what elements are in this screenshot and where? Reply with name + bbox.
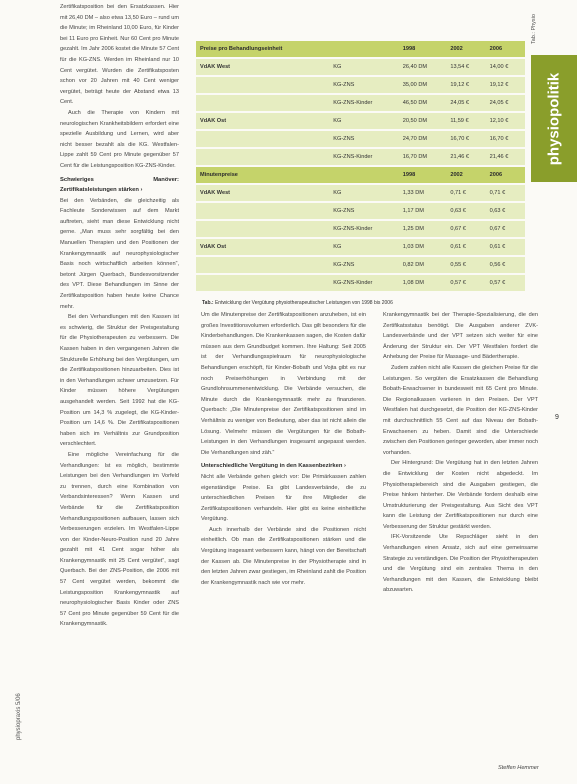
- price-cell: 0,56 €: [486, 257, 525, 273]
- region-cell: [196, 257, 329, 273]
- position-cell: KG: [329, 239, 399, 255]
- price-cell: 20,50 DM: [399, 113, 447, 129]
- position-cell: KG: [329, 59, 399, 75]
- caption-text: Entwicklung der Vergütung physiotherapeutischer Leistungen von 1998 bis 2006: [214, 300, 393, 306]
- price-cell: 1,03 DM: [399, 239, 447, 255]
- price-cell: 12,10 €: [486, 113, 525, 129]
- price-cell: 0,63 €: [446, 203, 485, 219]
- text-column-left: [60, 2, 179, 630]
- price-cell: 1,25 DM: [399, 221, 447, 237]
- table-row: [196, 95, 525, 111]
- price-cell: 0,71 €: [486, 185, 525, 201]
- price-cell: 35,00 DM: [399, 77, 447, 93]
- position-cell: KG-ZNS-Kinder: [329, 95, 399, 111]
- price-cell: 0,57 €: [486, 275, 525, 291]
- table-row: [196, 257, 525, 273]
- table-row: [196, 203, 525, 219]
- price-cell: 14,00 €: [486, 59, 525, 75]
- paragraph: Zudem zahlen nicht alle Kassen die gleichen Preise für die Leistungen. So vergüten die Ersatzkassen die Behandlung Bobath-Erwachsener in bundesweit mit 65 Cent pro Minute. Die Regionalkassen variieren in den Preisen. Der VPT Westfalen hat durchgesetzt, die Position der KG-ZNS-Kinder mit durchschnittlich 55 Cent auf das Niveau der Bobath-Erwachsenen zu heben. Damit sind die Unterschiede zwischen den Positionen geringer geworden, aber immer noch vorhanden.: [383, 364, 538, 456]
- price-cell: 24,05 €: [446, 95, 485, 111]
- table-row: [196, 59, 525, 75]
- price-cell: 1,33 DM: [399, 185, 447, 201]
- table-row: [196, 221, 525, 237]
- header-cell: Preise pro Behandlungseinheit: [196, 41, 329, 57]
- paragraph: Nicht alle Verbände gehen gleich vor: Die Primärkassen zahlen eigenständige Preise. Es gibt Landesverbände, die zu unterschiedlichen Preisen für ihre Mitglieder die Zertifikatspositionen verhandeln. Hier gibt es keine einheitliche Vergütung.: [201, 473, 366, 523]
- position-cell: KG-ZNS: [329, 203, 399, 219]
- position-cell: KG-ZNS-Kinder: [329, 149, 399, 165]
- price-cell: 16,70 €: [486, 131, 525, 147]
- header-cell: 2002: [446, 41, 485, 57]
- price-cell: 0,71 €: [446, 185, 485, 201]
- region-cell: [196, 149, 329, 165]
- region-cell: [196, 203, 329, 219]
- header-cell: Minutenpreise: [196, 167, 329, 183]
- paragraph: Um die Minutenpreise der Zertifikatspositionen anzuheben, ist ein großes Investitionsvolumen erforderlich. Das gilt besonders für die Kinderbehandlungen. Die Krankenkassen sagen, die Kosten dafür müssen aus dem Grundbudget kommen. Ihre Haltung: Seit 2005 ist der Verhandlungsspielraum für neurophysiologische Behandlungen erschöpft, für Kinder-Bobath und Vojta gibt es nur noch Preiserhöhungen in Verbindung mit der Grundlohnsummenentwicklung. Die Verbände versuchen, die Minute durch die Krankengymnastik mehr zu finanzieren. Querbach: „Die Minutenpreise der Zertifikatspositionen sind im Verhältnis zu weniger von Bedeutung, aber das ist nicht allein die Lösung. Vielmehr müssen die Vergütungen für die Bobath-Leistungen in den Verhandlungen insgesamt angepasst werden. Die Verhandlungen sind zäh.“: [201, 312, 366, 456]
- price-cell: 0,61 €: [486, 239, 525, 255]
- price-cell: 26,40 DM: [399, 59, 447, 75]
- photo-credit: Tab.: Physio: [531, 14, 537, 44]
- paragraph: Auch die Therapie von Kindern mit neurologischen Krankheitsbildern erfordert eine spezielle Ausbildung und Lernen, wird aber nicht besser bezahlt als die KG. Westfalen-Lippe zahlt 59 Cent pro Minute gegenüber 57 Cent für die Leistungsposition KG-ZNS-Kinder.: [60, 109, 179, 169]
- price-cell: 16,70 DM: [399, 149, 447, 165]
- position-cell: KG-ZNS: [329, 257, 399, 273]
- position-cell: KG: [329, 185, 399, 201]
- header-cell: [329, 41, 399, 57]
- unit-price-section: [196, 41, 525, 165]
- paragraph: Krankengymnastik bei der Therapie-Spezialisierung, die den Zertifikatsstatus benötigt. Die Ausgaben anderer ZVK-Landesverbände und der VPT setzen sich weiter für eine Änderung der Struktur ein. Der VPT Westfalen fordert die Anhebung der Preise für Massage- und Bädertherapie.: [383, 312, 538, 361]
- price-cell: 21,46 €: [446, 149, 485, 165]
- price-cell: 24,70 DM: [399, 131, 447, 147]
- position-cell: KG-ZNS-Kinder: [329, 275, 399, 291]
- section-tab: [531, 55, 577, 182]
- region-cell: VdAK Ost: [196, 239, 329, 255]
- paragraph: Auch innerhalb der Verbände sind die Positionen nicht einheitlich. Ob man die Zertifikatspositionen stärken und die Vergütung insgesamt verbessern kann, hängt von der Bereitschaft der Kassen ab. Die Minutenpreise in der Physiotherapie sind in den letzten Jahren zwar gestiegen, im Rheinland zahlt die Position der Krankengymnastik nach wie vor mehr.: [201, 526, 366, 586]
- position-cell: KG: [329, 113, 399, 129]
- region-cell: VdAK West: [196, 185, 329, 201]
- region-cell: VdAK West: [196, 59, 329, 75]
- paragraph: Eine mögliche Vereinfachung für die Verhandlungen: Ist es möglich, bestimmte Leistungen bei den Verhandlungen im Vorfeld zu trennen, durch eine Kombination von Verbandsinteressen? Wenn Kassen und Verbände für die Zertifikatsposition Verhandlungspositionen aufbauen, lassen sich Verbesserungen erzielen. Im Westfalen-Lippe von der Kinder-Neuro-Position rund 20 Jahre gezahlt mit 41 Cent sogar höher als Krankengymnastik mit 25 Cent vergütet“, sagt Querbach. Bei der ZNS-Position, die 2006 mit 57 Cent vergütet werden, bekommt die Leistungsposition Krankengymnastik auf neurophysiologischer Basis Kinder oder ZNS 57 Cent pro Minute gegenüber 59 Cent für die Krankengymnastik.: [60, 451, 179, 628]
- paragraph: IFK-Vorsitzende Ute Repschläger sieht in den Verhandlungen einen Ansatz, sich auf eine gemeinsame Strategie zu verständigen. Die Position der Physiotherapeuten und die Vergütung sind ein zentrales Thema in den Verhandlungen mit den Kassen, die Entwicklung bleibt abzuwarten.: [383, 534, 538, 594]
- subheading: Unterschiedliche Vergütung in den Kassenbezirken ›: [201, 463, 346, 470]
- table-row: [196, 149, 525, 165]
- price-cell: 1,17 DM: [399, 203, 447, 219]
- price-cell: 0,55 €: [446, 257, 485, 273]
- price-cell: 13,54 €: [446, 59, 485, 75]
- region-cell: [196, 95, 329, 111]
- region-cell: [196, 221, 329, 237]
- price-cell: 1,08 DM: [399, 275, 447, 291]
- price-cell: 0,82 DM: [399, 257, 447, 273]
- paragraph: Bei den Verhandlungen mit den Kassen ist es schwierig, die Struktur der Preisgestaltung für die Physiotherapeuten zu verbessern. Die Kassen haben in den vergangenen Jahren die Strukturelle Erhöhung bei den Vergütungen, um die Zertifikatspositionen hinzuarbeiten. Dies ist in den Verhandlungen schwer umzusetzen. Für Kinder müssen höhere Vergütungen ausgehandelt werden. Seit 1992 hat die KG-Position um 14,3 % zugelegt, die KG-Kinder-Position um 14,6 %. Die Zertifikatspositionen haben sich im Verhältnis zur Grundposition verschlechtert.: [60, 314, 179, 448]
- price-cell: 19,12 €: [486, 77, 525, 93]
- header-cell: 2006: [486, 41, 525, 57]
- table-row: [196, 131, 525, 147]
- header-cell: 1998: [399, 167, 447, 183]
- section-tab-label: physiopolitik: [545, 72, 563, 165]
- text-column-middle: [201, 310, 366, 588]
- region-cell: [196, 275, 329, 291]
- table-row: [196, 185, 525, 201]
- header-cell: 2002: [446, 167, 485, 183]
- paragraph: Bei den Verbänden, die gleichzeitig als Fachleute Sonderwissen auf dem Markt auftreten, sieht man diese Entwicklung nicht gerne. „Man muss sehr sorgfältig bei den Manuellen Therapien und den Positionen der Krankengymnastik auf neurophysiologischer Basis noch wirtschaftlich arbeiten können“, betont Jürgen Querbach, Bundesvorsitzender des VPT. Diese Behandlungen im Sinne der Zertifikatsposition haben heute keine Chance mehr.: [60, 197, 179, 310]
- region-cell: [196, 131, 329, 147]
- issue-label: physiopraxis 5/06: [16, 693, 22, 740]
- paragraph: Zertifikatsposition bei den Ersatzkassen. Hier mit 26,40 DM – also etwa 13,50 Euro – rund um die Minute; im Rheinland 10,00 Euro, für Kinder bei 11 Euro pro Einheit. Nur 60 Cent pro Minute gezahlt. Im Jahr 2006 kostet die Minute 57 Cent für die KG-ZNS. Werden im Rheinland nur 10 Cent vergütet. Wurden die Zertifikatsposten schon vor 20 Jahren mit 40 Cent weniger vergütet, beträgt heute der Abstand etwa 13 Cent.: [60, 4, 179, 106]
- table-row: [196, 239, 525, 255]
- table-header-row: [196, 41, 525, 57]
- position-cell: KG-ZNS: [329, 77, 399, 93]
- minute-price-section: [196, 167, 525, 291]
- table-header-row: [196, 167, 525, 183]
- price-cell: 11,59 €: [446, 113, 485, 129]
- position-cell: KG-ZNS-Kinder: [329, 221, 399, 237]
- price-cell: 0,67 €: [486, 221, 525, 237]
- price-cell: 46,50 DM: [399, 95, 447, 111]
- header-cell: [329, 167, 399, 183]
- table-row: [196, 113, 525, 129]
- paragraph: Der Hintergrund: Die Vergütung hat in den letzten Jahren die Entwicklung der Kosten nicht abgedeckt. Im Physiotherapiebereich sind die Ausgaben gestiegen, die Preise hinken hinterher. Die Verbände fordern deshalb eine Umstrukturierung der Preisgestaltung. Aus Sicht des VPT kann die Leistung der Zertifikatspositionen nur durch eine Verbesserung der Struktur gestärkt werden.: [383, 460, 538, 530]
- price-cell: 19,12 €: [446, 77, 485, 93]
- table-row: [196, 275, 525, 291]
- header-cell: 2006: [486, 167, 525, 183]
- price-cell: 0,67 €: [446, 221, 485, 237]
- caption-label: Tab.:: [202, 300, 214, 306]
- table-row: [196, 77, 525, 93]
- position-cell: KG-ZNS: [329, 131, 399, 147]
- rates-table: [196, 39, 525, 293]
- price-cell: 0,57 €: [446, 275, 485, 291]
- price-cell: 0,61 €: [446, 239, 485, 255]
- header-cell: 1998: [399, 41, 447, 57]
- page-number: 9: [555, 414, 559, 421]
- text-column-right: [383, 310, 538, 596]
- price-cell: 0,63 €: [486, 203, 525, 219]
- region-cell: VdAK Ost: [196, 113, 329, 129]
- price-cell: 24,05 €: [486, 95, 525, 111]
- subheading: Schwieriges Manöver: Zertifikatsleistungen stärken ›: [60, 176, 179, 194]
- table-caption: [202, 300, 393, 306]
- price-cell: 16,70 €: [446, 131, 485, 147]
- author-signature: Steffen Hemmer: [498, 765, 539, 771]
- region-cell: [196, 77, 329, 93]
- price-cell: 21,46 €: [486, 149, 525, 165]
